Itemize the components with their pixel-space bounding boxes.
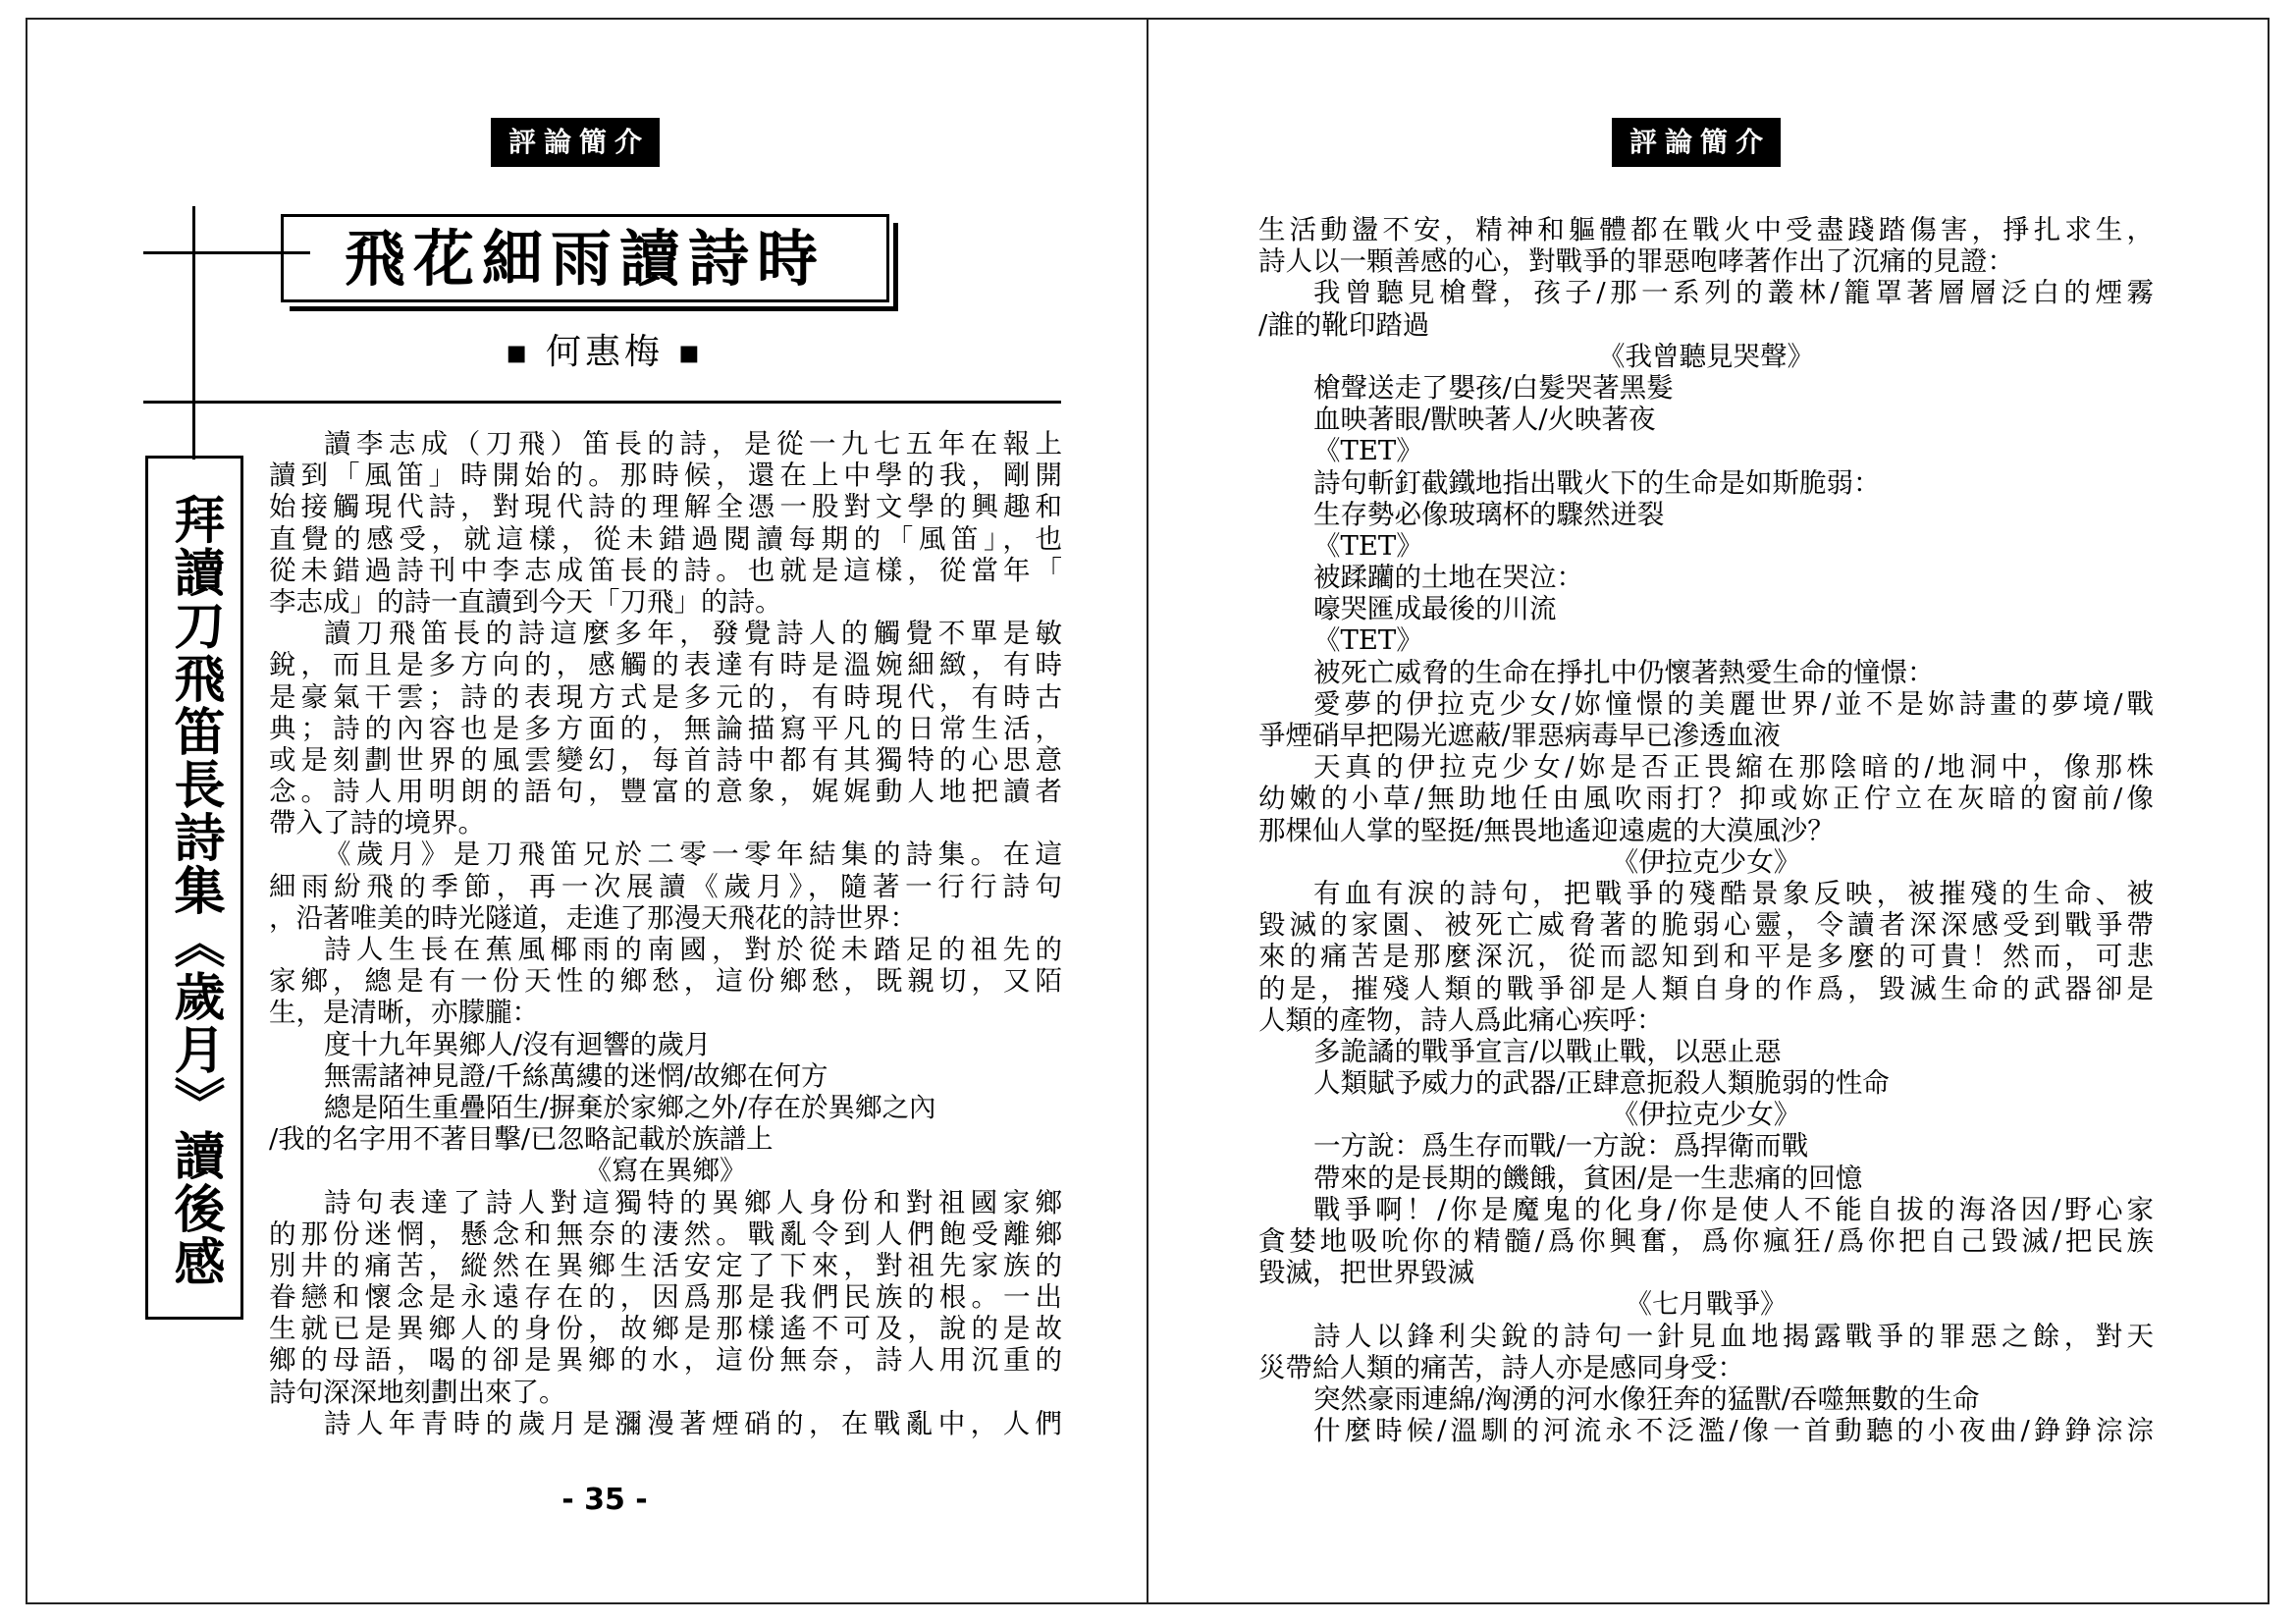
text-line: 槍聲送走了嬰孩/白髮哭著黑髮 — [1313, 371, 1674, 404]
text-line: 血映著眼/獸映著人/火映著夜 — [1313, 404, 1656, 436]
text-line: 帶入了詩的境界。 — [269, 807, 485, 839]
text-line: ，沿著唯美的時光隧道，走進了那漫天飛花的詩世界： — [269, 901, 917, 934]
poem-source-citation: 《伊拉克少女》 — [1611, 1099, 1801, 1131]
section-badge: 評論簡介 — [1612, 118, 1781, 167]
text-line: 詩句表達了詩人對這獨特的異鄉人身份和對祖國家鄉 — [324, 1186, 1062, 1218]
text-line: /我的名字用不著目擊/已忽略記載於族譜上 — [269, 1123, 774, 1156]
text-line: 《TET》 — [1313, 435, 1423, 467]
right-page — [1148, 18, 2269, 1604]
text-line: 從未錯過詩刊中李志成笛長的詩。也就是這樣，從當年「 — [269, 554, 1062, 586]
text-line: 爭煙硝早把陽光遮蔽/罪惡病毒早已滲透血液 — [1258, 720, 1781, 751]
left-page — [26, 18, 1147, 1604]
text-line: 詩句深深地刻劃出來了。 — [269, 1376, 566, 1408]
text-line: 讀到「風笛」時開始的。那時候，還在上中學的我，剛開 — [269, 460, 1062, 492]
text-line: 始接觸現代詩，對現代詩的理解全憑一股對文學的興趣和 — [269, 491, 1062, 523]
text-line: 毀滅，把世界毀滅 — [1258, 1257, 1474, 1289]
text-line: 詩人生長在蕉風椰雨的南國，對於從未踏足的祖先的 — [324, 934, 1062, 965]
text-line: 念。詩人用明朗的語句，豐富的意象，娓娓動人地把讀者 — [269, 776, 1062, 808]
text-line: 眷戀和懷念是永遠存在的，因爲那是我們民族的根。一出 — [269, 1281, 1062, 1314]
text-line: 典；詩的內容也是多方面的，無論描寫平凡的日常生活， — [269, 712, 1062, 744]
text-line: 度十九年異鄉人/沒有迴響的歲月 — [324, 1028, 712, 1060]
text-line: 總是陌生重疊陌生/摒棄於家鄉之外/存在於異鄉之內 — [324, 1091, 936, 1123]
text-line: 幼嫩的小草/無助地任由風吹雨打？抑或妳正佇立在灰暗的窗前/像 — [1258, 783, 2154, 815]
text-line: 生活動盪不安，精神和軀體都在戰火中受盡踐踏傷害，掙扎求生， — [1258, 214, 2154, 245]
text-line: 李志成」的詩一直讀到今天「刀飛」的詩。 — [269, 585, 782, 618]
poem-source-citation: 《寫在異鄉》 — [584, 1155, 747, 1187]
square-bullet-icon: ■ — [506, 341, 531, 366]
decorative-horizontal-rule — [143, 401, 1061, 404]
text-line: 人類的產物，詩人爲此痛心疾呼： — [1258, 1003, 1664, 1036]
text-line: 細雨紛飛的季節，再一次展讀《歲月》，隨著一行行詩句 — [269, 870, 1062, 902]
article-title: 飛花細雨讀詩時 — [344, 223, 826, 295]
text-line: 無需諸神見證/千絲萬縷的迷惘/故鄉在何方 — [324, 1059, 828, 1092]
text-line: 別井的痛苦，縱然在異鄉生活安定了下來，對祖先家族的 — [269, 1249, 1062, 1281]
poem-source-citation: 《我曾聽見哭聲》 — [1598, 340, 1814, 372]
text-line: 那棵仙人掌的堅挺/無畏地遙迎遠處的大漠風沙？ — [1258, 814, 1835, 846]
text-line: 家鄉，總是有一份天性的鄉愁，這份鄉愁，既親切，又陌 — [269, 965, 1062, 998]
text-line: 人類賦予威力的武器/正肆意扼殺人類脆弱的性命 — [1313, 1067, 1890, 1100]
text-line: 什麼時候/溫馴的河流永不泛濫/像一首動聽的小夜曲/錚錚淙淙 — [1313, 1415, 2154, 1447]
text-line: 讀李志成（刀飛）笛長的詩，是從一九七五年在報上 — [324, 428, 1062, 460]
text-line: 被蹂躪的土地在哭泣： — [1313, 562, 1583, 594]
section-badge: 評論簡介 — [491, 118, 660, 167]
text-line: 有血有淚的詩句，把戰爭的殘酷景象反映，被摧殘的生命、被 — [1313, 877, 2154, 909]
decorative-vertical-rule — [192, 206, 195, 460]
text-line: 或是刻劃世界的風雲變幻，每首詩中都有其獨特的心思意 — [269, 743, 1062, 776]
article-title-box — [281, 214, 889, 302]
text-line: 《TET》 — [1313, 529, 1423, 562]
text-line: 詩人年青時的歲月是瀰漫著煙硝的，在戰亂中，人們 — [324, 1407, 1062, 1439]
text-line: 是豪氣干雲；詩的表現方式是多元的，有時現代，有時古 — [269, 680, 1062, 713]
vertical-subtitle: 拜讀刀飛笛長詩集《歲月》讀後感 — [165, 493, 225, 1288]
text-line: 毀滅的家園、被死亡威脅著的脆弱心靈，令讀者深深感受到戰爭帶 — [1258, 909, 2154, 942]
text-line: /誰的靴印踏過 — [1258, 308, 1430, 341]
text-line: 生存勢必像玻璃杯的驟然迸裂 — [1313, 498, 1665, 530]
text-line: 生就已是異鄉人的身份，故鄉是那樣遙不可及，說的是故 — [269, 1313, 1062, 1345]
text-line: 我曾聽見槍聲，孩子/那一系列的叢林/籠罩著層層泛白的煙霧 — [1313, 277, 2154, 309]
article-body-continued — [1258, 214, 2154, 1446]
text-line: 嚎哭匯成最後的川流 — [1313, 593, 1557, 625]
author-byline — [487, 324, 722, 374]
text-line: 天真的伊拉克少女/妳是否正畏縮在那陰暗的/地洞中，像那株 — [1313, 751, 2154, 784]
text-line: 多詭譎的戰爭宣言/以戰止戰，以惡止惡 — [1313, 1035, 1782, 1067]
text-line: 突然豪雨連綿/洶湧的河水像狂奔的猛獸/吞噬無數的生命 — [1313, 1382, 1980, 1415]
text-line: 直覺的感受，就這樣，從未錯過閱讀每期的「風笛」，也 — [269, 522, 1062, 555]
article-body — [269, 428, 1062, 1439]
author-name: 何惠梅 — [545, 332, 664, 372]
text-line: 帶來的是長期的饑餓，貧困/是一生悲痛的回憶 — [1313, 1162, 1863, 1194]
text-line: 被死亡威脅的生命在掙扎中仍懷著熱愛生命的憧憬： — [1313, 656, 1935, 688]
poem-source-citation: 《七月戰爭》 — [1625, 1288, 1788, 1321]
text-line: 《TET》 — [1313, 624, 1423, 657]
vertical-subtitle-box — [145, 456, 243, 1320]
poem-source-citation: 《伊拉克少女》 — [1611, 845, 1801, 878]
text-line: 生，是清晰，亦朦朧： — [269, 997, 539, 1029]
text-line: 貪婪地吸吮你的精髓/爲你興奮，爲你瘋狂/爲你把自己毀滅/把民族 — [1258, 1225, 2154, 1257]
text-line: 《歲月》是刀飛笛兄於二零一零年結集的詩集。在這 — [324, 839, 1062, 871]
text-line: 來的痛苦是那麼深沉，從而認知到和平是多麼的可貴！然而，可悲 — [1258, 941, 2154, 973]
text-line: 戰爭啊！/你是魔鬼的化身/你是使人不能自拔的海洛因/野心家 — [1313, 1193, 2154, 1225]
text-line: 鄉的母語，喝的卻是異鄉的水，這份無奈，詩人用沉重的 — [269, 1344, 1062, 1377]
text-line: 愛夢的伊拉克少女/妳憧憬的美麗世界/並不是妳詩畫的夢境/戰 — [1313, 687, 2154, 720]
text-line: 詩人以鋒利尖銳的詩句一針見血地揭露戰爭的罪惡之餘，對天 — [1313, 1320, 2154, 1352]
text-line: 的那份迷惘，懸念和無奈的淒然。戰亂令到人們飽受離鄉 — [269, 1218, 1062, 1250]
text-line: 一方說：爲生存而戰/一方說：爲捍衛而戰 — [1313, 1130, 1809, 1163]
square-bullet-icon: ■ — [678, 341, 704, 366]
page-number: - 35 - — [561, 1483, 648, 1517]
text-line: 詩人以一顆善感的心，對戰爭的罪惡咆哮著作出了沉痛的見證： — [1258, 245, 2014, 278]
text-line: 銳，而且是多方向的，感觸的表達有時是溫婉細緻，有時 — [269, 649, 1062, 681]
text-line: 的是，摧殘人類的戰爭卻是人類自身的作爲，毀滅生命的武器卻是 — [1258, 972, 2154, 1004]
text-line: 讀刀飛笛長的詩這麼多年，發覺詩人的觸覺不單是敏 — [324, 618, 1062, 650]
text-line: 災帶給人類的痛苦，詩人亦是感同身受： — [1258, 1351, 1744, 1383]
text-line: 詩句斬釘截鐵地指出戰火下的生命是如斯脆弱： — [1313, 466, 1881, 499]
